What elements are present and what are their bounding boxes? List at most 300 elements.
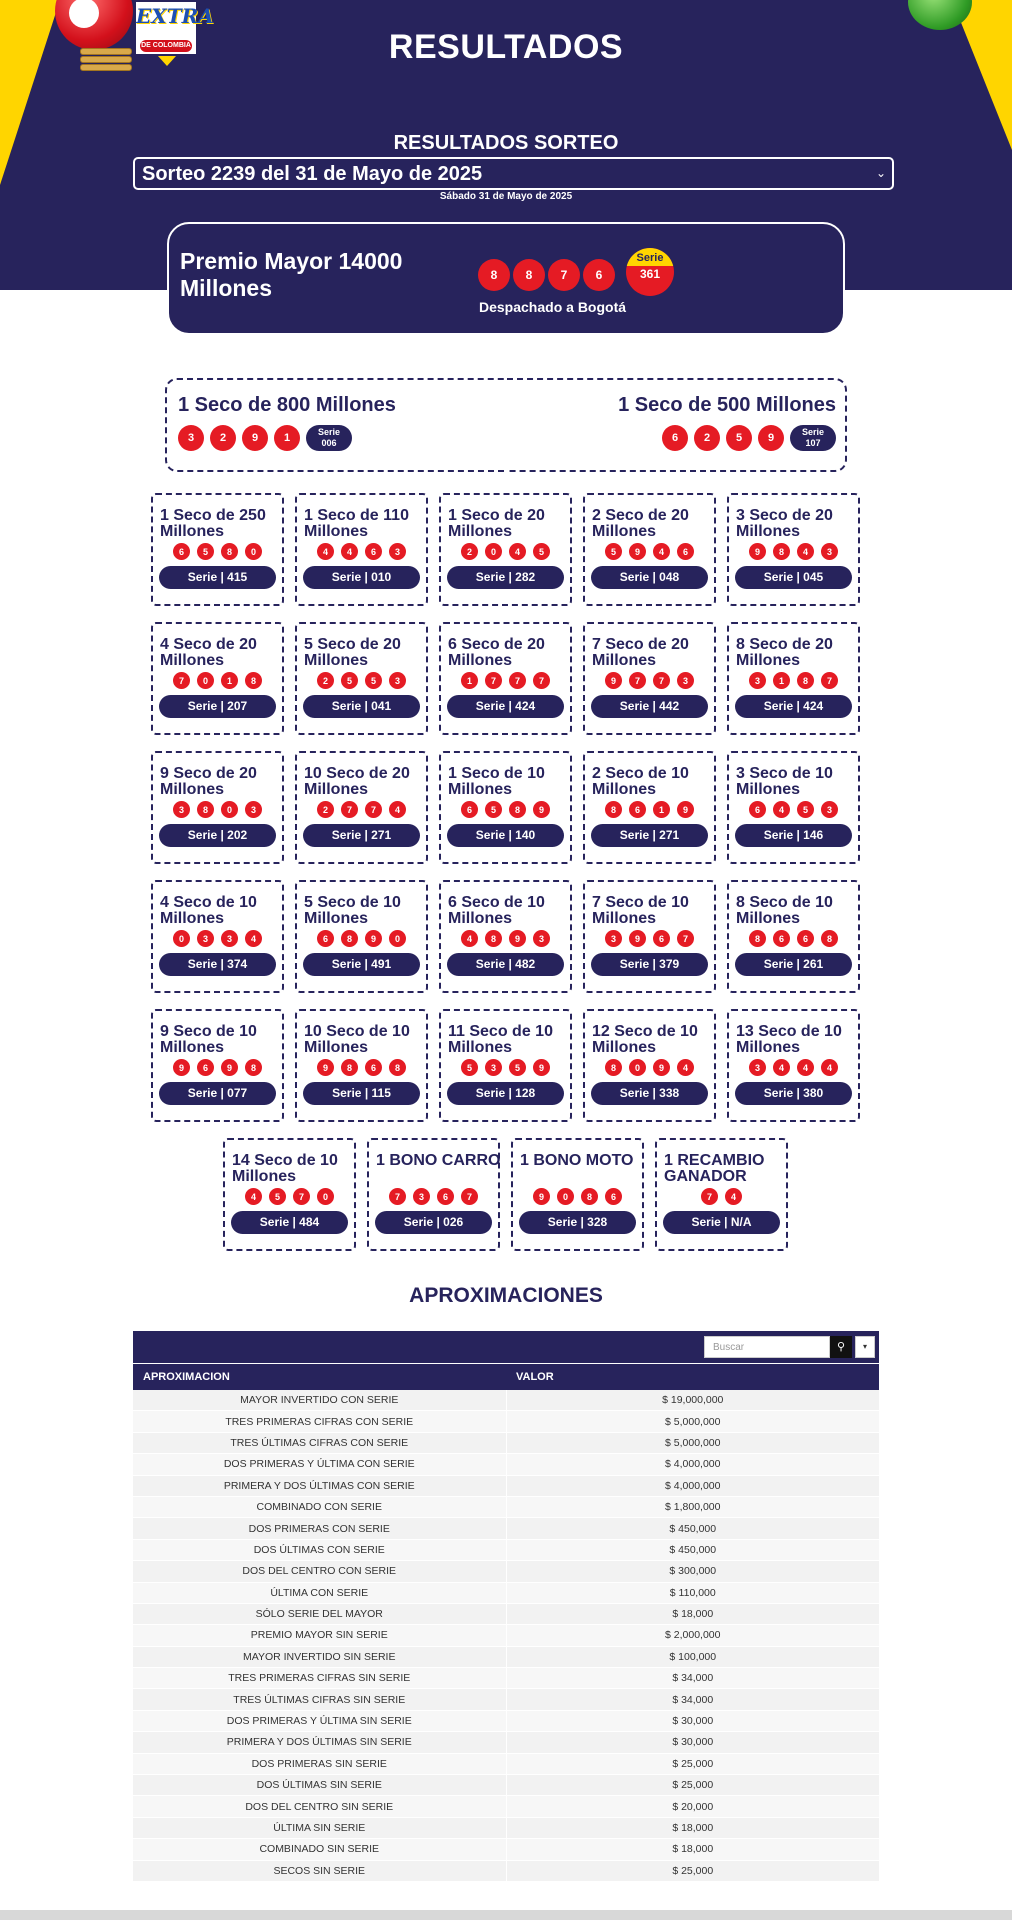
number-ball: 7 bbox=[508, 671, 527, 690]
valor-cell: $ 18,000 bbox=[506, 1839, 879, 1860]
number-ball: 8 bbox=[513, 259, 545, 291]
serie-badge: Serie | 484 bbox=[231, 1211, 348, 1234]
table-row bbox=[133, 1646, 879, 1667]
number-ball: 4 bbox=[772, 1058, 791, 1077]
search-icon: ⚲ bbox=[836, 1341, 846, 1353]
number-ball: 8 bbox=[478, 259, 510, 291]
number-ball: 4 bbox=[508, 542, 527, 561]
serie-badge: Serie | 415 bbox=[159, 566, 276, 589]
table-row bbox=[133, 1496, 879, 1517]
seco-title: 10 Seco de 20 Millones bbox=[304, 765, 410, 798]
number-ball: 8 bbox=[388, 1058, 407, 1077]
aproximacion-cell: ÚLTIMA CON SERIE bbox=[133, 1582, 506, 1603]
table-row bbox=[133, 1860, 879, 1881]
serie-pill bbox=[306, 425, 352, 451]
number-ball: 9 bbox=[364, 929, 383, 948]
number-ball: 1 bbox=[220, 671, 239, 690]
serie-badge: Serie | 010 bbox=[303, 566, 420, 589]
number-ball: 3 bbox=[676, 671, 695, 690]
aproximacion-cell: DOS DEL CENTRO SIN SERIE bbox=[133, 1796, 506, 1817]
number-ball: 8 bbox=[196, 800, 215, 819]
number-ball: 5 bbox=[508, 1058, 527, 1077]
serie-value: 107 bbox=[805, 438, 821, 448]
table-row bbox=[133, 1582, 879, 1603]
serie-badge: Serie | 202 bbox=[159, 824, 276, 847]
chevron-down-icon: ▾ bbox=[862, 1342, 867, 1351]
table-row bbox=[133, 1689, 879, 1710]
logo-text: EXTRA bbox=[136, 4, 214, 28]
serie-pill bbox=[790, 425, 836, 451]
table-row bbox=[133, 1710, 879, 1731]
seco-card bbox=[583, 1009, 716, 1122]
table-row bbox=[133, 1839, 879, 1860]
seco-digits bbox=[729, 929, 858, 948]
aproximacion-cell: COMBINADO CON SERIE bbox=[133, 1496, 506, 1517]
seco-title: 1 Seco de 110 Millones bbox=[304, 507, 409, 540]
seco-digits bbox=[585, 929, 714, 948]
serie-badge: Serie | 026 bbox=[375, 1211, 492, 1234]
number-ball: 7 bbox=[676, 929, 695, 948]
seco-digits bbox=[153, 671, 282, 690]
draw-select[interactable] bbox=[133, 157, 894, 190]
premio-mayor-digits bbox=[478, 259, 618, 291]
seco-card bbox=[367, 1138, 500, 1251]
number-ball: 2 bbox=[316, 671, 335, 690]
number-ball: 3 bbox=[412, 1187, 431, 1206]
valor-cell: $ 4,000,000 bbox=[506, 1454, 879, 1475]
number-ball: 3 bbox=[388, 542, 407, 561]
number-ball: 7 bbox=[700, 1187, 719, 1206]
valor-cell: $ 2,000,000 bbox=[506, 1625, 879, 1646]
serie-label: Serie bbox=[317, 427, 341, 437]
seco-card bbox=[223, 1138, 356, 1251]
number-ball: 4 bbox=[796, 542, 815, 561]
seco-digits bbox=[297, 800, 426, 819]
valor-cell: $ 34,000 bbox=[506, 1689, 879, 1710]
number-ball: 9 bbox=[628, 542, 647, 561]
seco-card bbox=[727, 622, 860, 735]
serie-badge: Serie | 077 bbox=[159, 1082, 276, 1105]
page-title: RESULTADOS bbox=[388, 28, 624, 66]
number-ball: 8 bbox=[820, 929, 839, 948]
serie-badge: Serie | 374 bbox=[159, 953, 276, 976]
number-ball: 4 bbox=[724, 1187, 743, 1206]
seco-card bbox=[439, 751, 572, 864]
aproximacion-cell: ÚLTIMA SIN SERIE bbox=[133, 1817, 506, 1838]
table-row bbox=[133, 1475, 879, 1496]
number-ball: 6 bbox=[796, 929, 815, 948]
seco-digits bbox=[729, 671, 858, 690]
seco-title: 4 Seco de 10 Millones bbox=[160, 894, 257, 927]
seco-title: 7 Seco de 10 Millones bbox=[592, 894, 689, 927]
number-ball: 9 bbox=[628, 929, 647, 948]
number-ball: 7 bbox=[820, 671, 839, 690]
number-ball: 4 bbox=[796, 1058, 815, 1077]
number-ball: 5 bbox=[268, 1187, 287, 1206]
number-ball: 6 bbox=[436, 1187, 455, 1206]
number-ball: 0 bbox=[196, 671, 215, 690]
seco-card bbox=[583, 880, 716, 993]
number-ball: 1 bbox=[274, 425, 300, 451]
seco-digits bbox=[153, 1058, 282, 1077]
number-ball: 5 bbox=[364, 671, 383, 690]
seco-digits bbox=[729, 542, 858, 561]
serie-label: Serie bbox=[626, 248, 674, 266]
seco-title: 13 Seco de 10 Millones bbox=[736, 1023, 842, 1056]
seco-card bbox=[727, 751, 860, 864]
number-ball: 8 bbox=[604, 1058, 623, 1077]
seco-card bbox=[439, 880, 572, 993]
number-ball: 5 bbox=[796, 800, 815, 819]
number-ball: 5 bbox=[484, 800, 503, 819]
seco-title: 1 Seco de 500 Millones bbox=[618, 394, 836, 416]
seco-title: 8 Seco de 10 Millones bbox=[736, 894, 833, 927]
valor-cell: $ 110,000 bbox=[506, 1582, 879, 1603]
seco-digits bbox=[369, 1187, 498, 1206]
number-ball: 7 bbox=[292, 1187, 311, 1206]
seco-card bbox=[151, 880, 284, 993]
seco-digits bbox=[178, 425, 352, 451]
seco-digits bbox=[441, 671, 570, 690]
aproximacion-cell: DOS DEL CENTRO CON SERIE bbox=[133, 1561, 506, 1582]
table-row bbox=[133, 1732, 879, 1753]
table-row bbox=[133, 1518, 879, 1539]
seco-title: 8 Seco de 20 Millones bbox=[736, 636, 833, 669]
number-ball: 9 bbox=[532, 1187, 551, 1206]
number-ball: 7 bbox=[364, 800, 383, 819]
number-ball: 6 bbox=[196, 1058, 215, 1077]
seco-title: 4 Seco de 20 Millones bbox=[160, 636, 257, 669]
seco-card bbox=[583, 751, 716, 864]
number-ball: 8 bbox=[244, 671, 263, 690]
seco-card bbox=[439, 622, 572, 735]
serie-badge: Serie | 048 bbox=[591, 566, 708, 589]
number-ball: 4 bbox=[388, 800, 407, 819]
valor-cell: $ 25,000 bbox=[506, 1775, 879, 1796]
seco-title: 6 Seco de 20 Millones bbox=[448, 636, 545, 669]
aproximacion-cell: SÓLO SERIE DEL MAYOR bbox=[133, 1603, 506, 1624]
seco-title: 9 Seco de 10 Millones bbox=[160, 1023, 257, 1056]
number-ball: 3 bbox=[178, 425, 204, 451]
number-ball: 9 bbox=[532, 800, 551, 819]
table-row bbox=[133, 1561, 879, 1582]
number-ball: 4 bbox=[244, 1187, 263, 1206]
number-ball: 0 bbox=[484, 542, 503, 561]
serie-badge: Serie | N/A bbox=[663, 1211, 780, 1234]
serie-badge: Serie | 482 bbox=[447, 953, 564, 976]
number-ball: 9 bbox=[652, 1058, 671, 1077]
column-header-aproximacion[interactable]: APROXIMACION bbox=[133, 1364, 506, 1390]
seco-digits bbox=[297, 542, 426, 561]
serie-badge: Serie | 115 bbox=[303, 1082, 420, 1105]
number-ball: 4 bbox=[652, 542, 671, 561]
serie-badge: Serie | 271 bbox=[591, 824, 708, 847]
number-ball: 7 bbox=[340, 800, 359, 819]
seco-title: 5 Seco de 20 Millones bbox=[304, 636, 401, 669]
serie-label: Serie bbox=[801, 427, 825, 437]
serie-badge: Serie | 282 bbox=[447, 566, 564, 589]
number-ball: 6 bbox=[583, 259, 615, 291]
valor-cell: $ 1,800,000 bbox=[506, 1496, 879, 1517]
aproximacion-cell: COMBINADO SIN SERIE bbox=[133, 1839, 506, 1860]
premio-mayor-serie bbox=[626, 248, 674, 296]
serie-badge: Serie | 261 bbox=[735, 953, 852, 976]
aproximacion-cell: PRIMERA Y DOS ÚLTIMAS SIN SERIE bbox=[133, 1732, 506, 1753]
number-ball: 4 bbox=[820, 1058, 839, 1077]
sorteo-heading: RESULTADOS SORTEO bbox=[393, 132, 619, 154]
number-ball: 4 bbox=[772, 800, 791, 819]
number-ball: 3 bbox=[388, 671, 407, 690]
seco-digits bbox=[662, 425, 836, 451]
seco-title: 5 Seco de 10 Millones bbox=[304, 894, 401, 927]
aproximacion-cell: TRES ÚLTIMAS CIFRAS SIN SERIE bbox=[133, 1689, 506, 1710]
seco-card bbox=[151, 751, 284, 864]
number-ball: 6 bbox=[364, 1058, 383, 1077]
number-ball: 7 bbox=[460, 1187, 479, 1206]
seco-title: 12 Seco de 10 Millones bbox=[592, 1023, 698, 1056]
seco-digits bbox=[729, 800, 858, 819]
seco-title: 1 Seco de 800 Millones bbox=[178, 394, 396, 416]
number-ball: 8 bbox=[796, 671, 815, 690]
serie-badge: Serie | 338 bbox=[591, 1082, 708, 1105]
number-ball: 8 bbox=[340, 1058, 359, 1077]
seco-card bbox=[583, 622, 716, 735]
number-ball: 0 bbox=[556, 1187, 575, 1206]
number-ball: 7 bbox=[628, 671, 647, 690]
number-ball: 3 bbox=[820, 542, 839, 561]
seco-title: 9 Seco de 20 Millones bbox=[160, 765, 257, 798]
valor-cell: $ 5,000,000 bbox=[506, 1411, 879, 1432]
valor-cell: $ 450,000 bbox=[506, 1518, 879, 1539]
number-ball: 6 bbox=[604, 1187, 623, 1206]
valor-cell: $ 25,000 bbox=[506, 1753, 879, 1774]
seco-digits bbox=[441, 929, 570, 948]
table-row bbox=[133, 1775, 879, 1796]
table-row bbox=[133, 1432, 879, 1453]
seco-digits bbox=[657, 1187, 786, 1206]
valor-cell: $ 30,000 bbox=[506, 1710, 879, 1731]
aproximacion-cell: DOS PRIMERAS Y ÚLTIMA CON SERIE bbox=[133, 1454, 506, 1475]
table-row bbox=[133, 1796, 879, 1817]
search-button[interactable] bbox=[830, 1336, 852, 1358]
number-ball: 0 bbox=[388, 929, 407, 948]
number-ball: 3 bbox=[244, 800, 263, 819]
aproximacion-cell: TRES PRIMERAS CIFRAS CON SERIE bbox=[133, 1411, 506, 1432]
number-ball: 9 bbox=[242, 425, 268, 451]
serie-value: 361 bbox=[639, 267, 661, 281]
aproximacion-cell: TRES PRIMERAS CIFRAS SIN SERIE bbox=[133, 1668, 506, 1689]
seco-card bbox=[439, 1009, 572, 1122]
seco-card bbox=[295, 1009, 428, 1122]
serie-badge: Serie | 207 bbox=[159, 695, 276, 718]
seco-card bbox=[727, 493, 860, 606]
number-ball: 8 bbox=[484, 929, 503, 948]
seco-digits bbox=[153, 800, 282, 819]
number-ball: 9 bbox=[676, 800, 695, 819]
seco-card bbox=[295, 751, 428, 864]
seco-card bbox=[583, 493, 716, 606]
seco-digits bbox=[297, 671, 426, 690]
number-ball: 7 bbox=[548, 259, 580, 291]
chevron-down-icon: ⌄ bbox=[875, 166, 886, 180]
number-ball: 9 bbox=[172, 1058, 191, 1077]
draw-select-value: Sorteo 2239 del 31 de Mayo de 2025 bbox=[142, 163, 483, 185]
number-ball: 6 bbox=[662, 425, 688, 451]
number-ball: 1 bbox=[460, 671, 479, 690]
seco-digits bbox=[513, 1187, 642, 1206]
number-ball: 4 bbox=[340, 542, 359, 561]
valor-cell: $ 5,000,000 bbox=[506, 1432, 879, 1453]
number-ball: 9 bbox=[508, 929, 527, 948]
table-row bbox=[133, 1603, 879, 1624]
premio-mayor-card bbox=[167, 222, 845, 335]
seco-digits bbox=[729, 1058, 858, 1077]
serie-badge: Serie | 041 bbox=[303, 695, 420, 718]
seco-card bbox=[151, 493, 284, 606]
seco-title: 14 Seco de 10 Millones bbox=[232, 1152, 338, 1185]
column-header-valor[interactable]: VALOR bbox=[506, 1364, 879, 1390]
number-ball: 3 bbox=[820, 800, 839, 819]
number-ball: 9 bbox=[604, 671, 623, 690]
number-ball: 8 bbox=[340, 929, 359, 948]
table-row bbox=[133, 1668, 879, 1689]
seco-title: 7 Seco de 20 Millones bbox=[592, 636, 689, 669]
number-ball: 2 bbox=[210, 425, 236, 451]
number-ball: 5 bbox=[604, 542, 623, 561]
seco-digits bbox=[153, 929, 282, 948]
seco-card bbox=[655, 1138, 788, 1251]
number-ball: 6 bbox=[364, 542, 383, 561]
number-ball: 0 bbox=[628, 1058, 647, 1077]
valor-cell: $ 18,000 bbox=[506, 1603, 879, 1624]
seco-title: 3 Seco de 20 Millones bbox=[736, 507, 833, 540]
table-row bbox=[133, 1411, 879, 1432]
number-ball: 9 bbox=[758, 425, 784, 451]
number-ball: 1 bbox=[652, 800, 671, 819]
seco-title: 3 Seco de 10 Millones bbox=[736, 765, 833, 798]
seco-digits bbox=[225, 1187, 354, 1206]
number-ball: 7 bbox=[652, 671, 671, 690]
number-ball: 8 bbox=[748, 929, 767, 948]
seco-digits bbox=[585, 1058, 714, 1077]
number-ball: 8 bbox=[604, 800, 623, 819]
serie-badge: Serie | 442 bbox=[591, 695, 708, 718]
serie-badge: Serie | 045 bbox=[735, 566, 852, 589]
number-ball: 7 bbox=[172, 671, 191, 690]
number-ball: 5 bbox=[460, 1058, 479, 1077]
footer-divider bbox=[0, 1910, 1012, 1920]
serie-value: 006 bbox=[321, 438, 337, 448]
aproximaciones-title: APROXIMACIONES bbox=[409, 1284, 603, 1307]
number-ball: 0 bbox=[220, 800, 239, 819]
seco-title: 1 BONO MOTO bbox=[520, 1152, 634, 1169]
number-ball: 8 bbox=[244, 1058, 263, 1077]
valor-cell: $ 34,000 bbox=[506, 1668, 879, 1689]
number-ball: 6 bbox=[460, 800, 479, 819]
table-toolbar bbox=[133, 1331, 879, 1363]
aproximaciones-table bbox=[133, 1363, 879, 1882]
number-ball: 5 bbox=[532, 542, 551, 561]
premio-mayor-title: Premio Mayor 14000 Millones bbox=[180, 248, 403, 301]
number-ball: 4 bbox=[460, 929, 479, 948]
number-ball: 9 bbox=[748, 542, 767, 561]
number-ball: 6 bbox=[652, 929, 671, 948]
seco-card bbox=[439, 493, 572, 606]
aproximacion-cell: DOS ÚLTIMAS CON SERIE bbox=[133, 1539, 506, 1560]
valor-cell: $ 25,000 bbox=[506, 1860, 879, 1881]
seco-card bbox=[295, 622, 428, 735]
valor-cell: $ 30,000 bbox=[506, 1732, 879, 1753]
seco-digits bbox=[441, 1058, 570, 1077]
number-ball: 6 bbox=[316, 929, 335, 948]
seco-800-card bbox=[165, 378, 505, 472]
number-ball: 1 bbox=[772, 671, 791, 690]
seco-digits bbox=[153, 542, 282, 561]
number-ball: 3 bbox=[604, 929, 623, 948]
number-ball: 7 bbox=[532, 671, 551, 690]
draw-date: Sábado 31 de Mayo de 2025 bbox=[439, 191, 573, 202]
valor-cell: $ 450,000 bbox=[506, 1539, 879, 1560]
aproximacion-cell: DOS PRIMERAS SIN SERIE bbox=[133, 1753, 506, 1774]
valor-cell: $ 20,000 bbox=[506, 1796, 879, 1817]
aproximacion-cell: PRIMERA Y DOS ÚLTIMAS CON SERIE bbox=[133, 1475, 506, 1496]
seco-title: 6 Seco de 10 Millones bbox=[448, 894, 545, 927]
number-ball: 3 bbox=[220, 929, 239, 948]
table-row bbox=[133, 1753, 879, 1774]
number-ball: 3 bbox=[748, 671, 767, 690]
seco-card bbox=[151, 1009, 284, 1122]
serie-badge: Serie | 271 bbox=[303, 824, 420, 847]
number-ball: 5 bbox=[726, 425, 752, 451]
number-ball: 2 bbox=[316, 800, 335, 819]
number-ball: 9 bbox=[220, 1058, 239, 1077]
number-ball: 8 bbox=[580, 1187, 599, 1206]
number-ball: 6 bbox=[676, 542, 695, 561]
aproximacion-cell: MAYOR INVERTIDO SIN SERIE bbox=[133, 1646, 506, 1667]
table-row bbox=[133, 1454, 879, 1475]
number-ball: 6 bbox=[772, 929, 791, 948]
serie-badge: Serie | 491 bbox=[303, 953, 420, 976]
serie-badge: Serie | 424 bbox=[735, 695, 852, 718]
number-ball: 3 bbox=[172, 800, 191, 819]
aproximacion-cell: DOS PRIMERAS CON SERIE bbox=[133, 1518, 506, 1539]
aproximacion-cell: MAYOR INVERTIDO CON SERIE bbox=[133, 1390, 506, 1411]
seco-title: 1 Seco de 250 Millones bbox=[160, 507, 266, 540]
valor-cell: $ 4,000,000 bbox=[506, 1475, 879, 1496]
search-input[interactable]: Buscar bbox=[704, 1336, 830, 1358]
seco-title: 2 Seco de 20 Millones bbox=[592, 507, 689, 540]
table-row bbox=[133, 1539, 879, 1560]
seco-title: 2 Seco de 10 Millones bbox=[592, 765, 689, 798]
valor-cell: $ 100,000 bbox=[506, 1646, 879, 1667]
seco-digits bbox=[297, 929, 426, 948]
seco-digits bbox=[585, 542, 714, 561]
number-ball: 3 bbox=[532, 929, 551, 948]
columns-dropdown-button[interactable] bbox=[855, 1336, 875, 1358]
serie-badge: Serie | 140 bbox=[447, 824, 564, 847]
number-ball: 2 bbox=[460, 542, 479, 561]
table-row bbox=[133, 1817, 879, 1838]
valor-cell: $ 300,000 bbox=[506, 1561, 879, 1582]
number-ball: 4 bbox=[676, 1058, 695, 1077]
number-ball: 4 bbox=[316, 542, 335, 561]
table-row bbox=[133, 1390, 879, 1411]
seco-500-card bbox=[507, 378, 847, 472]
seco-card bbox=[295, 880, 428, 993]
seco-title: 10 Seco de 10 Millones bbox=[304, 1023, 410, 1056]
serie-badge: Serie | 424 bbox=[447, 695, 564, 718]
seco-title: 1 BONO CARRO bbox=[376, 1152, 501, 1169]
